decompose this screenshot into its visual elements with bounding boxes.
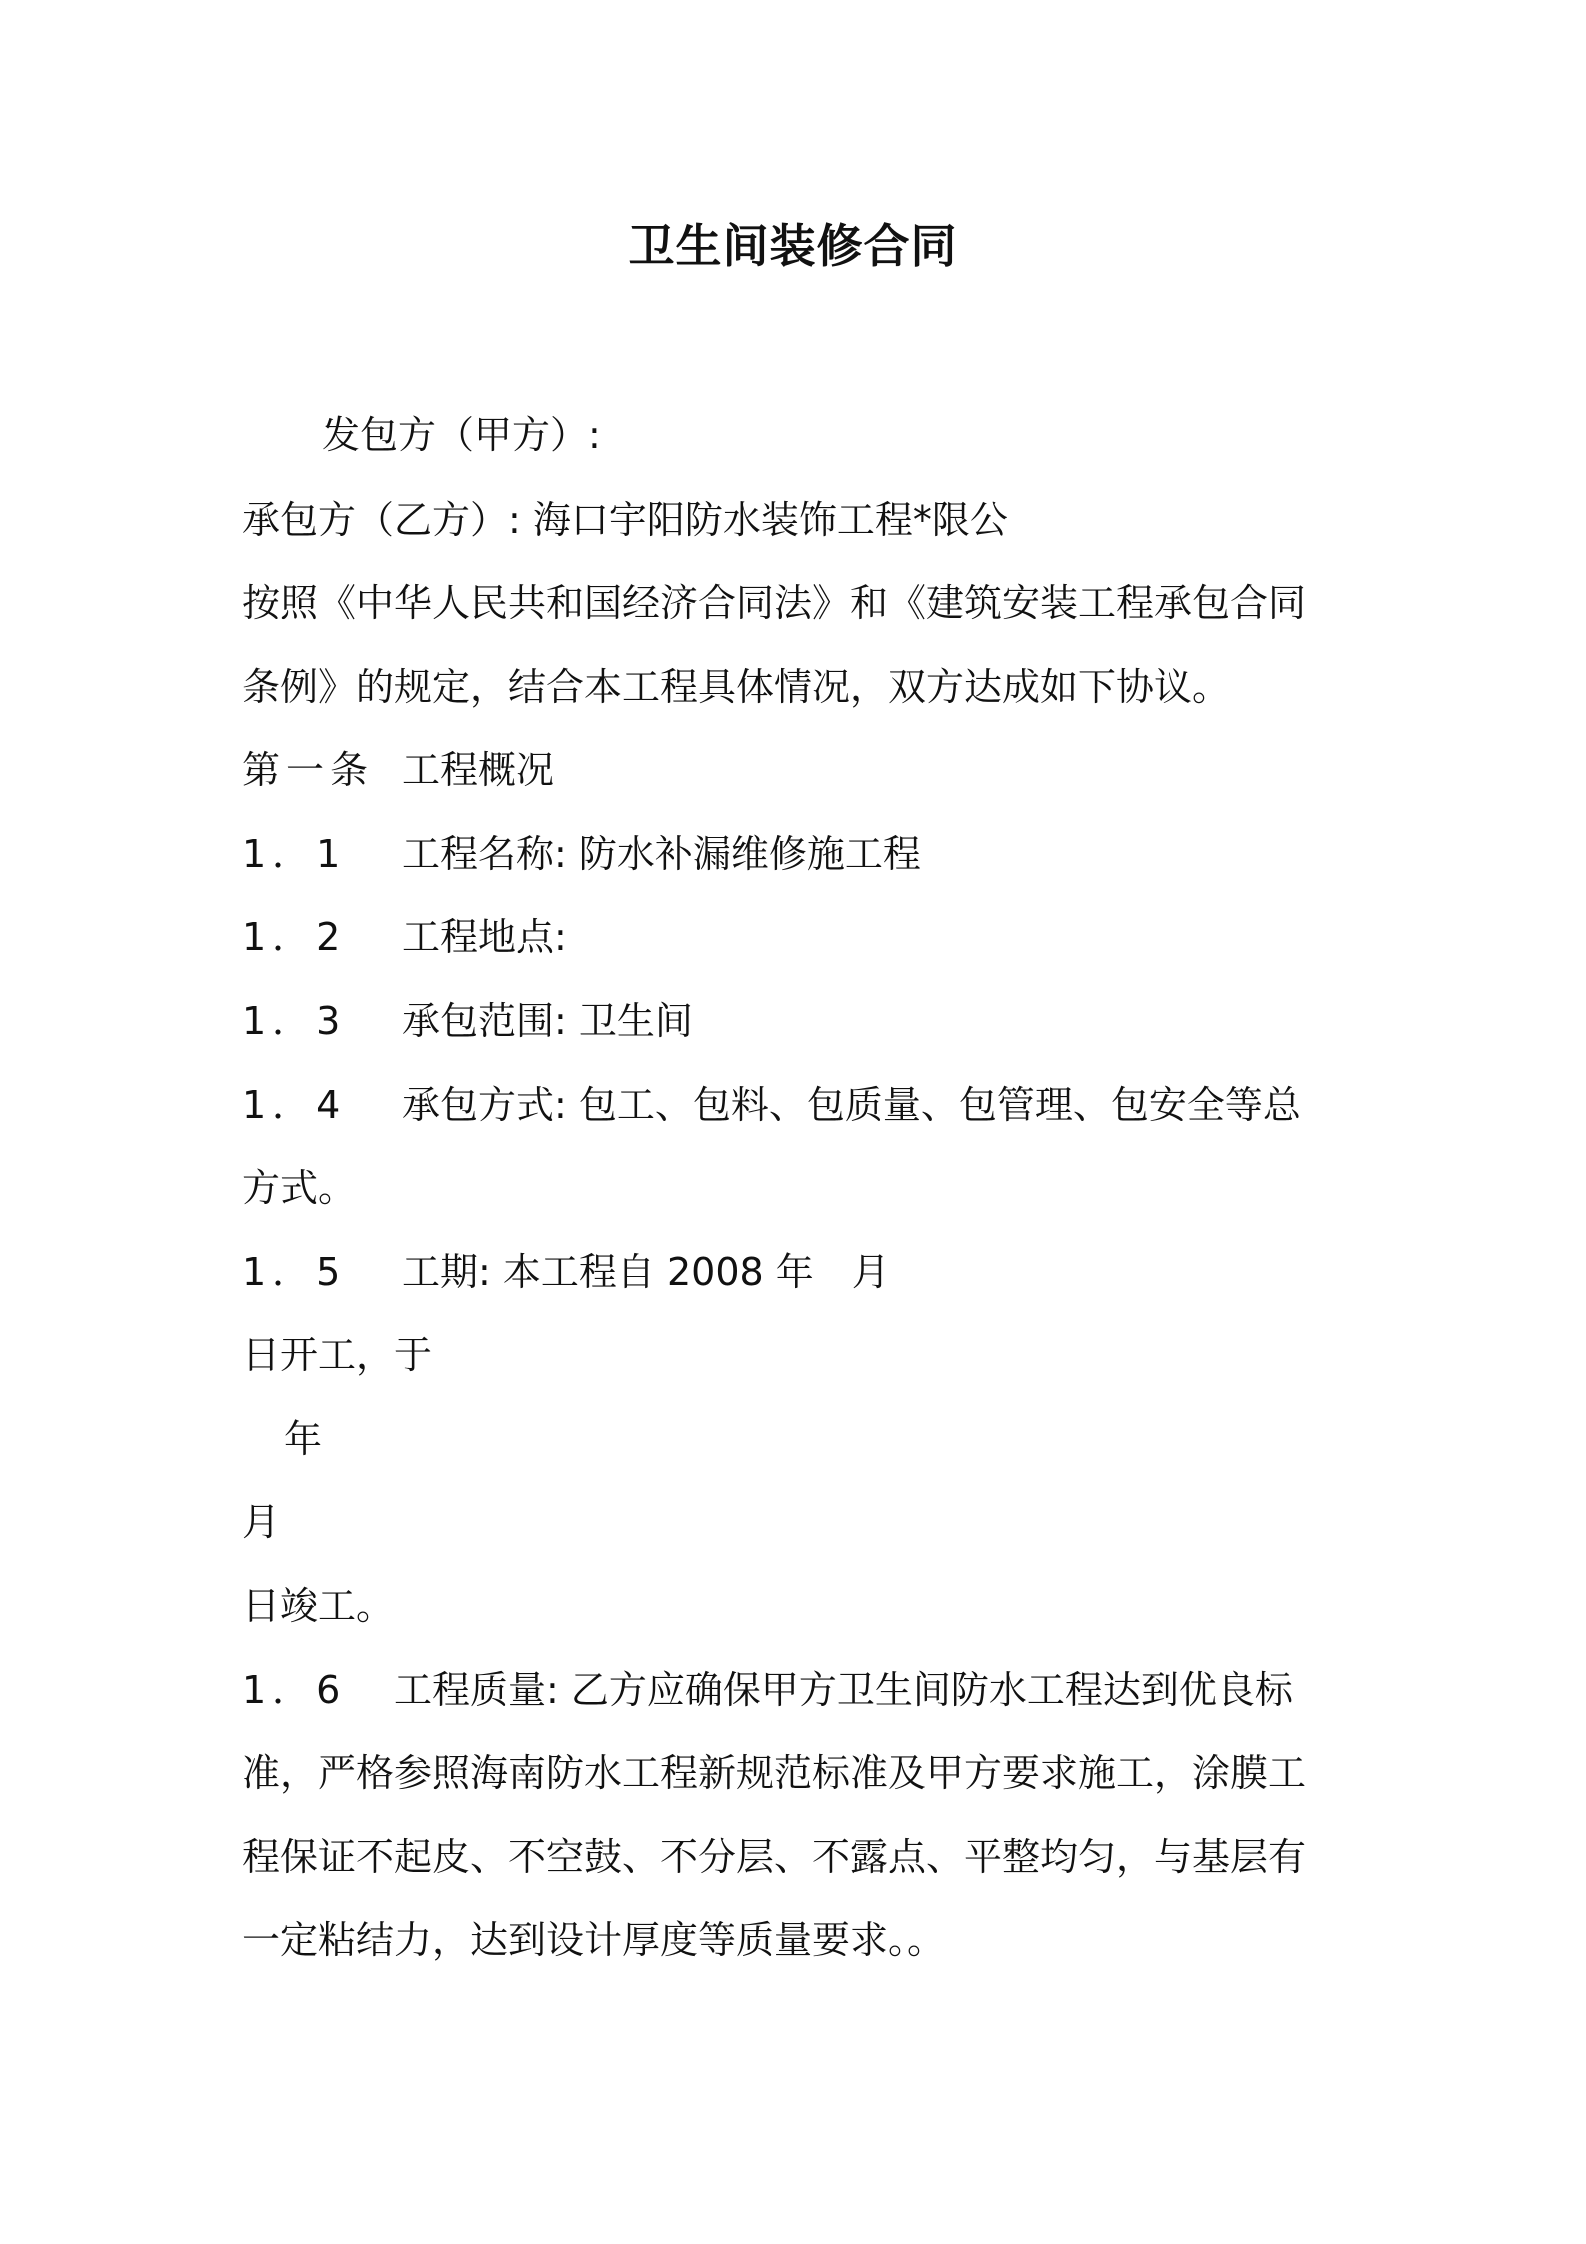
preamble-line-2: 条例》的规定，结合本工程具体情况，双方达成如下协议。 <box>242 665 1231 709</box>
item-1-6-continued-2: 程保证不起皮、不空鼓、不分层、不露点、平整均匀，与基层有 <box>242 1835 1307 1879</box>
item-number: 1．5 <box>242 1250 347 1294</box>
party-b-line: 承包方（乙方）: 海口宇阳防水装饰工程*限公 <box>242 498 1008 542</box>
item-1-3 <box>242 996 693 1046</box>
item-number: 1．2 <box>242 915 347 959</box>
item-1-1 <box>242 829 921 879</box>
item-1-5-continued-3: 月 <box>242 1500 281 1544</box>
item-text: 工程地点: <box>402 915 567 959</box>
item-1-6-continued-1: 准，严格参照海南防水工程新规范标准及甲方要求施工，涂膜工 <box>242 1751 1307 1795</box>
document-title: 卫生间装修合同 <box>628 219 958 273</box>
item-1-4 <box>242 1080 1301 1130</box>
item-number: 1．6 <box>242 1668 347 1712</box>
item-text: 承包方式: 包工、包料、包质量、包管理、包安全等总 <box>402 1083 1301 1127</box>
item-1-6 <box>242 1665 1293 1715</box>
item-1-5-continued-2: 年 <box>284 1417 323 1461</box>
item-number: 1．4 <box>242 1083 347 1127</box>
item-1-5-continued-1: 日开工，于 <box>242 1333 433 1377</box>
article-1-heading <box>242 745 554 795</box>
item-number: 1．3 <box>242 999 347 1043</box>
item-text: 工期: 本工程自 2008 年 月 <box>402 1250 890 1294</box>
item-text: 工程名称: 防水补漏维修施工程 <box>402 832 921 876</box>
item-1-2 <box>242 912 567 962</box>
item-1-5 <box>242 1247 890 1297</box>
article-1-title: 工程概况 <box>402 748 555 792</box>
item-1-5-continued-4: 日竣工。 <box>242 1584 395 1628</box>
item-text: 工程质量: 乙方应确保甲方卫生间防水工程达到优良标 <box>394 1668 1293 1712</box>
item-1-4-continued: 方式。 <box>242 1166 357 1210</box>
preamble-line-1: 按照《中华人民共和国经济合同法》和《建筑安装工程承包合同 <box>242 581 1307 625</box>
article-1-label: 第一条 <box>242 748 375 792</box>
item-1-6-continued-3: 一定粘结力，达到设计厚度等质量要求。。 <box>242 1918 946 1962</box>
item-number: 1．1 <box>242 832 347 876</box>
item-text: 承包范围: 卫生间 <box>402 999 693 1043</box>
party-a-line: 发包方（甲方）: <box>322 413 601 457</box>
